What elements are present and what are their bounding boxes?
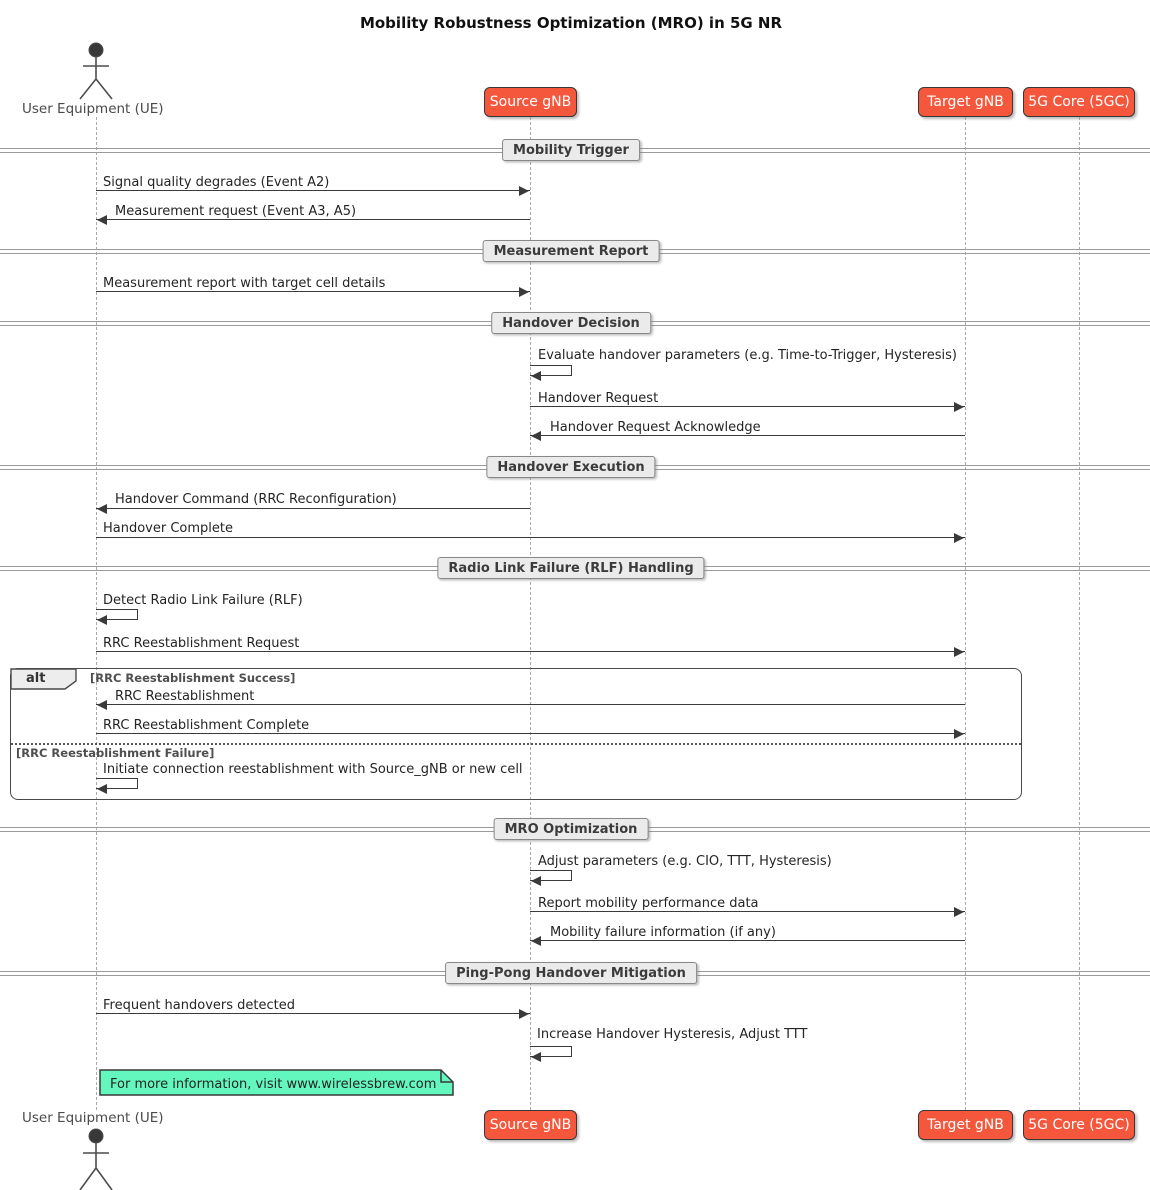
arrowhead-right xyxy=(519,186,529,196)
participant-source-gnb-bottom: Source gNB xyxy=(484,1110,577,1140)
participant-5g-core-top: 5G Core (5GC) xyxy=(1023,87,1135,117)
arrowhead-left xyxy=(531,936,541,946)
arrowhead-left xyxy=(531,876,541,886)
ue-label-top: User Equipment (UE) xyxy=(22,101,164,117)
divider-handover-execution: Handover Execution xyxy=(486,456,655,478)
alt-guard-failure: [RRC Reestablishment Failure] xyxy=(16,746,215,760)
arrowhead-left xyxy=(97,215,107,225)
lifeline-target-gnb xyxy=(965,117,966,1110)
divider-rlf-handling: Radio Link Failure (RLF) Handling xyxy=(437,557,704,579)
note-text: For more information, visit www.wirelessbrew.com xyxy=(110,1077,437,1092)
ue-actor-icon-bottom xyxy=(70,1126,122,1190)
participant-source-gnb-top: Source gNB xyxy=(484,87,577,117)
alt-separator xyxy=(11,743,1021,745)
arrowhead-left xyxy=(97,784,107,794)
arrowhead-right xyxy=(954,402,964,412)
arrowhead-right xyxy=(954,647,964,657)
divider-handover-decision: Handover Decision xyxy=(491,312,651,334)
sequence-diagram: Mobility Robustness Optimization (MRO) in 5G NR User Equipment (UE) Source gNB Target gNB 5G Core (5GC) Mobility Trigger Signal quality degrades (Event A2) Measurement request (Event A3, A5) Measurement Report Measurement report with target cell details Handover Decision Evaluate handover parameters (e.g. Time-to-Trigger, Hysteresis) Handover Request Handover Request Acknowledge Handover Execution Handover Command (RRC Reconfiguration) Handover Complete Radio Link Failure (RLF) Handling Detect Radio Link Failure (RLF) RRC Reestablishment Request alt [RRC Reestablishment Success] RRC Reestablishment RRC Reestablishment Complete [RRC Reestablishment Failure] Initiate connection reestablishment with Source_gNB or new cell MRO Optimization Adjust parameters (e.g. CIO, TTT, Hysteresis) Report mobility performance data Mobility failure information (if any) Ping-Pong Handover Mitigation Frequent handovers detected Increase Handover Hysteresis, Adjust TTT For more information, visit www.wirelessbrew.com User Equipment (UE) Source gNB Target gNB 5G Core (5GC) xyxy=(0,0,1150,1190)
alt-guard-success: [RRC Reestablishment Success] xyxy=(90,671,296,685)
arrowhead-right xyxy=(954,907,964,917)
ue-label-bottom: User Equipment (UE) xyxy=(22,1110,164,1126)
participant-target-gnb-top: Target gNB xyxy=(918,87,1013,117)
arrowhead-left xyxy=(97,504,107,514)
arrowhead-right xyxy=(954,533,964,543)
participant-target-gnb-bottom: Target gNB xyxy=(918,1110,1013,1140)
divider-measurement-report: Measurement Report xyxy=(483,240,660,262)
arrowhead-left xyxy=(531,371,541,381)
arrowhead-left xyxy=(531,1052,541,1062)
participant-5g-core-bottom: 5G Core (5GC) xyxy=(1023,1110,1135,1140)
arrowhead-right xyxy=(519,287,529,297)
diagram-title: Mobility Robustness Optimization (MRO) in 5G NR xyxy=(359,14,783,32)
divider-mobility-trigger: Mobility Trigger xyxy=(502,139,640,161)
divider-ping-pong: Ping-Pong Handover Mitigation xyxy=(445,962,697,984)
lifeline-5g-core xyxy=(1079,117,1080,1110)
arrowhead-right xyxy=(954,729,964,739)
arrowhead-left xyxy=(97,700,107,710)
alt-operator-label: alt xyxy=(26,671,46,686)
arrowhead-left xyxy=(97,615,107,625)
ue-actor-icon xyxy=(70,41,122,103)
divider-mro-optimization: MRO Optimization xyxy=(494,818,649,840)
alt-frame xyxy=(10,668,1022,800)
arrowhead-right xyxy=(519,1009,529,1019)
note xyxy=(99,1069,455,1097)
arrowhead-left xyxy=(531,431,541,441)
